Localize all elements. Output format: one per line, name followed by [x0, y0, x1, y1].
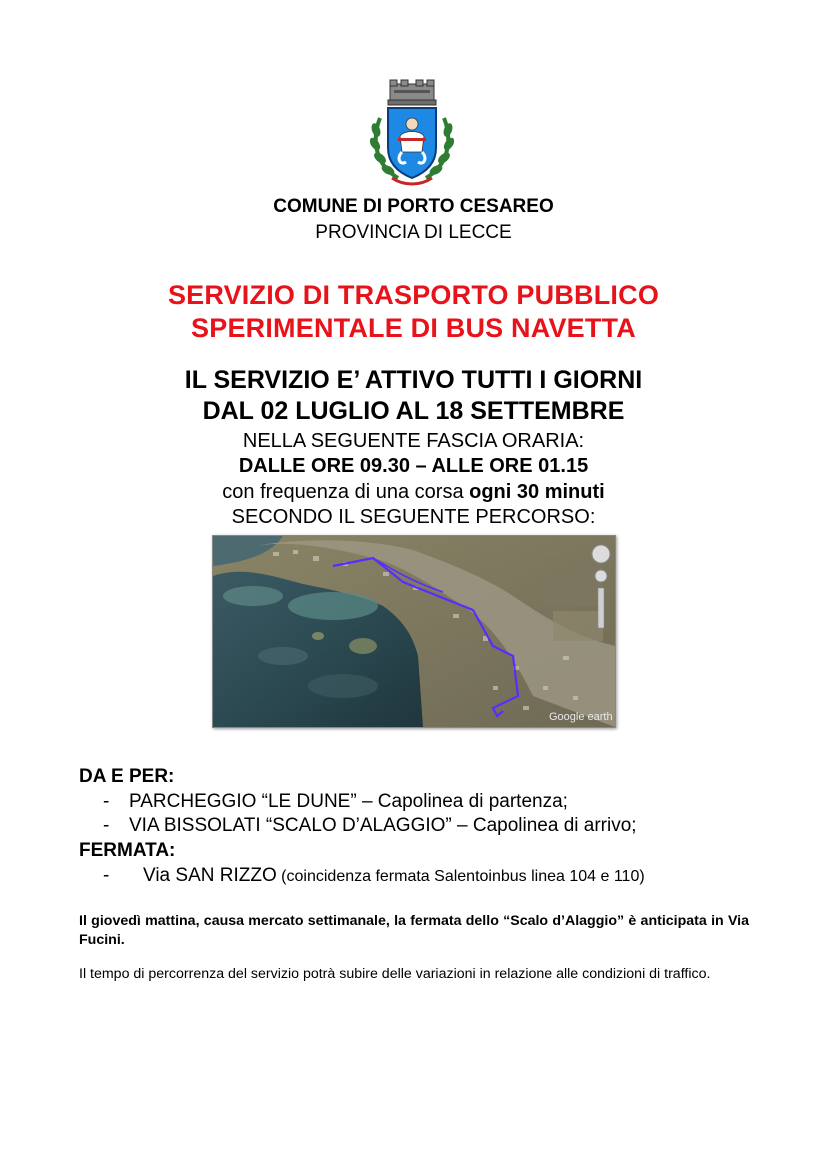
municipal-crest-emblem [370, 78, 454, 190]
traffic-note: Il tempo di percorrenza del servizio potrà subire delle variazioni in relazione alle condizioni di traffico. [79, 966, 711, 982]
orario: DALLE ORE 09.30 – ALLE ORE 01.15 [238, 455, 589, 477]
giovedi-note: Il giovedì mattina, causa mercato settimanale, la fermata dello “Scalo d’Alaggio” è anticipata in Via Fucini. [79, 913, 749, 948]
fermata-name: Via SAN RIZZO [143, 865, 277, 886]
fermata-stop [143, 865, 645, 887]
da-e-per-label: DA E PER: [79, 766, 175, 787]
frequenza-bold: ogni 30 minuti [469, 481, 605, 503]
provincia-name: PROVINCIA DI LECCE [315, 222, 512, 243]
comune-name: COMUNE DI PORTO CESAREO [273, 196, 554, 217]
service-title-line-2: SPERIMENTALE DI BUS NAVETTA [191, 313, 636, 343]
fermata-label: FERMATA: [79, 840, 176, 861]
schedule-days: IL SERVIZIO E’ ATTIVO TUTTI I GIORNI [184, 366, 643, 394]
map-watermark: Google earth [549, 711, 613, 723]
fascia-oraria-label: NELLA SEGUENTE FASCIA ORARIA: [242, 430, 585, 452]
stop-1-bullet: - [103, 791, 110, 812]
frequenza [0, 481, 827, 504]
percorso-label: SECONDO IL SEGUENTE PERCORSO: [231, 506, 596, 528]
stop-2-bullet: - [103, 815, 110, 836]
fermata-bullet: - [103, 865, 110, 886]
route-map-image [212, 535, 616, 728]
schedule-dates: DAL 02 LUGLIO AL 18 SETTEMBRE [202, 397, 625, 425]
stop-1-text: PARCHEGGIO “LE DUNE” – Capolinea di partenza; [129, 791, 568, 812]
frequenza-text: con frequenza di una corsa [222, 481, 470, 503]
stop-2-text: VIA BISSOLATI “SCALO D’ALAGGIO” – Capolinea di arrivo; [129, 815, 637, 836]
fermata-detail: (coincidenza fermata Salentoinbus linea 104 e 110) [276, 868, 645, 885]
service-title-line-1: SERVIZIO DI TRASPORTO PUBBLICO [167, 280, 660, 310]
